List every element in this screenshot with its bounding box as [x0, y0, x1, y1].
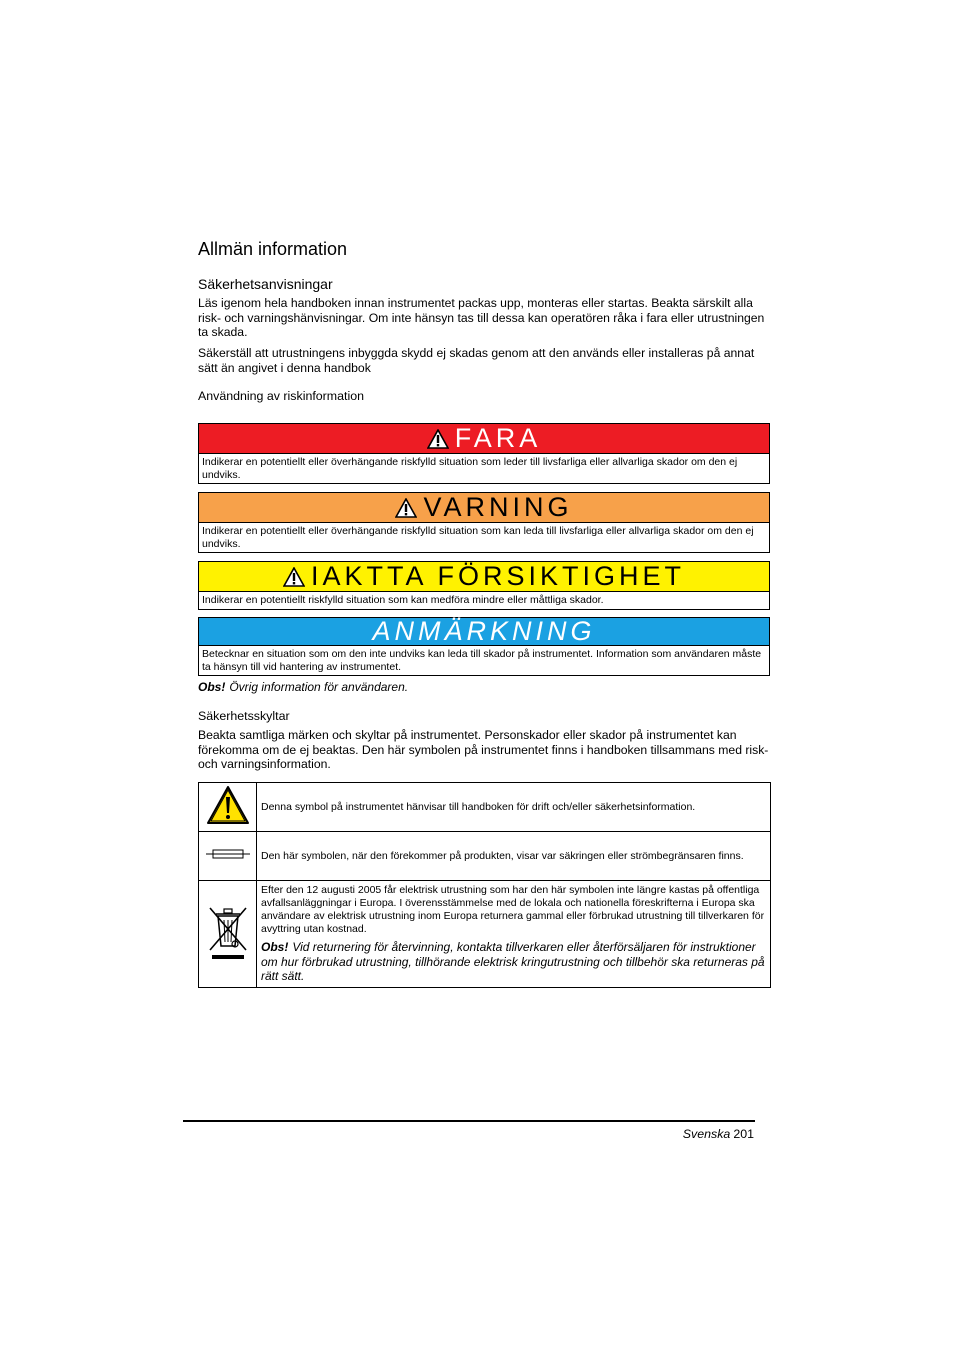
hazard-box-danger	[198, 423, 770, 484]
warning-triangle-icon	[283, 567, 305, 587]
safety-paragraph-1: Läs igenom hela handboken innan instrumentet packas upp, monteras eller startas. Beakta särskilt alla risk- och varningshänvisningar. Om inte hänsyn tas till dessa kan operatören råka i fara eller utrustningen ta skada.	[198, 296, 765, 340]
symbol-cell	[199, 832, 257, 881]
hazard-box-warning	[198, 492, 770, 553]
hazard-box-caution	[198, 561, 770, 610]
table-row	[199, 881, 771, 988]
symbols-table	[198, 782, 771, 988]
weee-text: Efter den 12 augusti 2005 får elektrisk utrustning som har den här symbolen inte längre kastas på offentliga avfallsanläggningar i Europa. I överensstämmelse med de lokala och nationella föreskrifterna i Europa ska användare av elektrisk utrustning inom Europa returnera gammal eller förbrukad utrustning till tillverkaren för avyttring utan kostnad.	[261, 884, 765, 935]
obs-label: Obs!	[198, 680, 226, 694]
hazard-text-warning: Indikerar en potentiellt eller överhängande riskfylld situation som kan leda till livsfarliga eller allvarliga skador om den ej undviks.	[202, 525, 754, 550]
section-title-safety: Säkerhetsanvisningar	[198, 276, 333, 292]
symbol-description: Den här symbolen, när den förekommer på produkten, visar var säkringen eller strömbegränsaren finns.	[257, 832, 771, 881]
footer-language: Svenska	[682, 1127, 731, 1141]
hazard-text-caution: Indikerar en potentiellt riskfylld situation som kan medföra mindre eller måttliga skador.	[202, 594, 604, 606]
hazard-band-danger	[199, 424, 769, 454]
hazard-band-caution	[199, 562, 769, 592]
hazard-band-warning	[199, 493, 769, 523]
hazard-text-danger: Indikerar en potentiellt eller överhängande riskfylld situation som leder till livsfarliga eller allvarliga skador om den ej undviks.	[202, 456, 738, 481]
page-heading: Allmän information	[198, 239, 348, 259]
safety-signs-paragraph: Beakta samtliga märken och skyltar på instrumentet. Personskador eller skador på instrumentet kan förekomma om de ej beaktas. Den här symbolen på instrumentet finns i handboken tillsammans med risk- och varningsinformation.	[198, 728, 769, 772]
weee-note	[261, 940, 766, 984]
obs-note	[198, 680, 408, 694]
warning-triangle-icon	[395, 498, 417, 518]
weee-note-text: Vid returnering för återvinning, kontakta tillverkaren eller återförsäljaren för instruktioner om hur förbrukad utrustning, tillhörande elektrisk kringutrustning och tillbehör ska returneras på rätt sätt.	[261, 940, 765, 983]
fuse-icon	[206, 847, 250, 861]
weee-bin-icon	[206, 902, 250, 962]
table-row	[199, 832, 771, 881]
hazard-label-warning: VARNING	[423, 492, 573, 522]
footer-page-number: 201	[733, 1127, 754, 1141]
symbol-description: Denna symbol på instrumentet hänvisar till handboken för drift och/eller säkerhetsinformation.	[257, 783, 771, 832]
warning-triangle-icon	[206, 785, 250, 825]
hazard-label-danger: FARA	[454, 423, 542, 453]
page-footer	[683, 1127, 754, 1141]
hazard-box-notice	[198, 617, 770, 676]
symbol-cell	[199, 783, 257, 832]
hazard-label-notice: ANMÄRKNING	[372, 616, 596, 646]
safety-paragraph-2: Säkerställ att utrustningens inbyggda skydd ej skadas genom att den används eller installeras på annat sätt än angivet i denna handbok	[198, 346, 755, 375]
hazard-band-notice	[199, 618, 769, 646]
section-title-safety-signs: Säkerhetsskyltar	[198, 709, 290, 723]
table-row	[199, 783, 771, 832]
symbol-cell	[199, 881, 257, 988]
hazard-label-caution: IAKTTA FÖRSIKTIGHET	[310, 561, 686, 591]
section-title-risk-info: Användning av riskinformation	[198, 389, 364, 403]
warning-triangle-icon	[427, 429, 449, 449]
symbol-description-weee	[257, 881, 771, 988]
obs-text: Övrig information för användaren.	[229, 680, 409, 694]
weee-note-label: Obs!	[261, 940, 289, 954]
hazard-text-notice: Betecknar en situation som om den inte undviks kan leda till skador på instrumentet. Information som användaren måste ta hänsyn till vid hantering av instrumentet.	[202, 648, 762, 673]
footer-divider	[183, 1120, 755, 1122]
